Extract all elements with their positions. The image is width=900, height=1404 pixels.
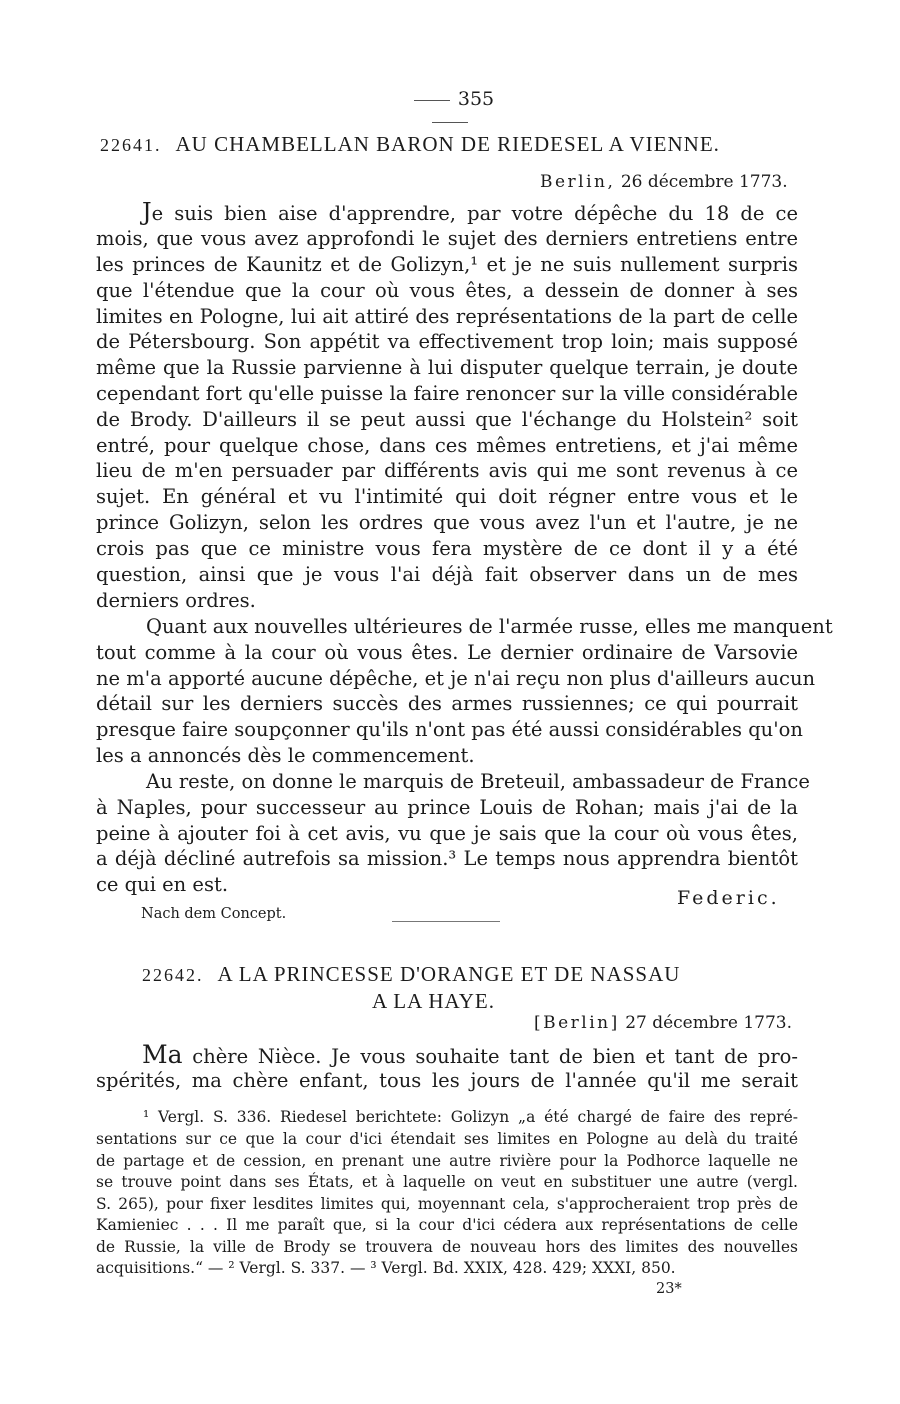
letter2-line-1: Ma chère Nièce. Je vous souhaite tant de bien et tant de pro- <box>142 1040 798 1069</box>
letter1-line-15: question, ainsi que je vous l'ai déjà fait observer dans un de mes <box>96 563 798 586</box>
letter1-place: Berlin, <box>540 172 616 192</box>
letter1-line-16: derniers ordres. <box>96 589 256 612</box>
letter1-title: AU CHAMBELLAN BARON DE RIEDESEL A VIENNE. <box>175 132 720 156</box>
letter1-line-3: les princes de Kaunitz et de Golizyn,¹ et je ne suis nullement surpris <box>96 253 798 276</box>
letter1-dateline <box>540 172 788 192</box>
letter1-line-1: Je suis bien aise d'apprendre, par votre dépêche du 18 de ce <box>142 198 798 226</box>
letter1-line-21: presque faire soupçonner qu'ils n'ont pas été aussi considérables qu'on <box>96 718 803 741</box>
letter1-line-10: entré, pour quelque chose, dans ces mêmes entretiens, et j'ai même <box>96 434 798 457</box>
letter2-title-line2: A LA HAYE. <box>372 989 495 1013</box>
letter1-line-14: crois pas que ce ministre vous fera mystère de ce dont il y a été <box>96 537 798 560</box>
letter1-line-26: a déjà décliné autrefois sa mission.³ Le temps nous apprendra bientôt <box>96 847 798 870</box>
footnote-line-5: S. 265), pour fixer lesdites limites qui, moyennant cela, s'approcheraient trop près de <box>96 1195 798 1213</box>
letter1-line-6: de Pétersbourg. Son appétit va effectivement trop loin; mais supposé <box>96 330 798 353</box>
letter1-line-11: lieu de m'en persuader par différents avis qui me sont revenus à ce <box>96 459 798 482</box>
letter1-number: 22641. <box>100 135 162 155</box>
letter1-line-25: peine à ajouter foi à cet avis, vu que je sais que la cour où vous êtes, <box>96 822 798 845</box>
letter1-line-27: ce qui en est. <box>96 873 229 896</box>
footnote-line-8: acquisitions.“ — ² Vergl. S. 337. — ³ Vergl. Bd. XXIX, 428. 429; XXXI, 850. <box>96 1259 676 1277</box>
footnote-line-3: de partage et de cession, en prenant une autre rivière pour la Podhorce laquelle ne <box>96 1152 798 1170</box>
header-dash-right <box>432 122 468 123</box>
letter1-heading <box>100 132 720 157</box>
letter1-line-20: détail sur les derniers succès des armes russiennes; ce qui pourrait <box>96 692 798 715</box>
letter2-line-2: spérités, ma chère enfant, tous les jours de l'année qu'il me serait <box>96 1069 798 1092</box>
letter1-line-2: mois, que vous avez approfondi le sujet des derniers entretiens entre <box>96 227 798 250</box>
letter1-initial: J <box>142 198 152 226</box>
footnote-line-1: ¹ Vergl. S. 336. Riedesel berichtete: Golizyn „a été chargé de faire des repré- <box>143 1108 798 1126</box>
signature-mark: 23* <box>656 1281 682 1297</box>
letter1-line-9: de Brody. D'ailleurs il se peut aussi que l'échange du Holstein² soit <box>96 408 798 431</box>
letter2-heading <box>142 962 680 987</box>
footnote-line-6: Kamieniec . . . Il me paraît que, si la cour d'ici cédera aux représentations de celle <box>96 1216 798 1234</box>
letter1-line-17: Quant aux nouvelles ultérieures de l'armée russe, elles me manquent <box>146 615 833 638</box>
letter2-title-line1: A LA PRINCESSE D'ORANGE ET DE NASSAU <box>217 962 681 986</box>
letter2-number: 22642. <box>142 965 204 985</box>
page-number: 355 <box>380 88 520 132</box>
letter2-dateline <box>534 1013 792 1033</box>
letter1-line-23: Au reste, on donne le marquis de Breteuil, ambassadeur de France <box>146 770 810 793</box>
letter1-date: 26 décembre 1773. <box>620 172 788 192</box>
letter1-line-18: tout comme à la cour où vous êtes. Le dernier ordinaire de Varsovie <box>96 641 798 664</box>
letter1-line-4: que l'étendue que la cour où vous êtes, a dessein de donner à ses <box>96 279 798 302</box>
letter2-date: 27 décembre 1773. <box>625 1013 793 1033</box>
letter1-line-24: à Naples, pour successeur au prince Louis de Rohan; mais j'ai de la <box>96 796 798 819</box>
letter1-signature: Federic. <box>677 887 780 909</box>
footnote-line-4: se trouve point dans ses États, et à laquelle on veut en substituer une autre (vergl. <box>96 1173 798 1191</box>
footnote-line-2: sentations sur ce que la cour d'ici étendait ses limites en Pologne au delà du traité <box>96 1130 798 1148</box>
section-separator <box>392 921 500 922</box>
letter1-line-12: sujet. En général et vu l'intimité qui doit régner entre vous et le <box>96 485 798 508</box>
letter1-line-5: limites en Pologne, lui ait attiré des représentations de la part de celle <box>96 305 798 328</box>
letter1-line-8: cependant fort qu'elle puisse la faire renoncer sur la ville considérable <box>96 382 798 405</box>
letter1-line-19: ne m'a apporté aucune dépêche, et je n'ai reçu non plus d'ailleurs aucun <box>96 667 816 690</box>
letter1-source-note: Nach dem Concept. <box>141 906 287 922</box>
letter1-line-22: les a annoncés dès le commencement. <box>96 744 475 767</box>
letter1-line-13: prince Golizyn, selon les ordres que vous avez l'un et l'autre, je ne <box>96 511 798 534</box>
letter2-initial: Ma <box>142 1040 183 1069</box>
footnote-line-7: de Russie, la ville de Brody se trouvera de nouveau hors des limites des nouvelles <box>96 1238 798 1256</box>
header-dash-left <box>414 100 450 101</box>
letter1-line-7: même que la Russie parvienne à lui disputer quelque terrain, je doute <box>96 356 798 379</box>
letter2-place: [Berlin] <box>534 1013 620 1033</box>
